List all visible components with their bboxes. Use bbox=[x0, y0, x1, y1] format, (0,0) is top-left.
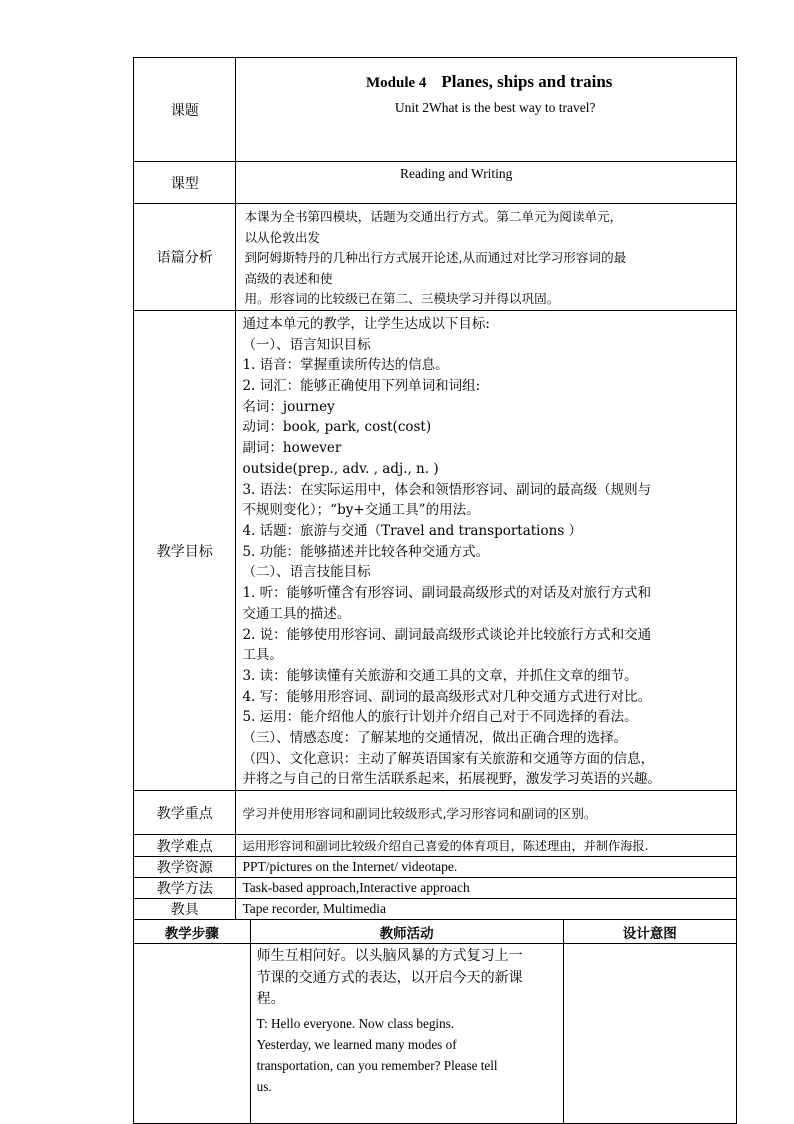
teacher-activity-cn bbox=[257, 946, 557, 1011]
goal-line: 5. 功能：能够描述并比较各种交通方式。 bbox=[242, 543, 490, 560]
teacher-cn-line: 师生互相问好。以头脑风暴的方式复习上一 bbox=[256, 948, 523, 964]
goal-line: 动词：book, park, cost(cost) bbox=[242, 419, 432, 436]
goal-line: （二）、语言技能目标 bbox=[242, 564, 371, 581]
difficulties-row bbox=[134, 835, 737, 857]
goal-line: 交通工具的描述。 bbox=[242, 605, 351, 622]
methods-value: Task-based approach,Interactive approach bbox=[236, 878, 737, 899]
difficulties-value: 运用形容词和副词比较级介绍自己喜爱的体育项目，陈述理由，并制作海报. bbox=[236, 835, 737, 857]
key-points-row bbox=[134, 791, 737, 835]
goals-label: 教学目标 bbox=[134, 310, 236, 790]
unit-title: Unit 2What is the best way to travel? bbox=[394, 100, 596, 115]
goal-line: 名词：journey bbox=[242, 398, 335, 415]
teacher-en-line: T: Hello everyone. Now class begins. bbox=[256, 1015, 455, 1031]
goal-line: 3. 语法：在实际运用中，体会和领悟形容词、副词的最高级（规则与 bbox=[242, 481, 652, 498]
analysis-line: 用。形容词的比较级已在第二、三模块学习并得以巩固。 bbox=[244, 291, 560, 307]
analysis-text bbox=[244, 207, 730, 310]
goal-line: 4. 写：能够用形容词、副词的最高级形式对几种交通方式进行对比。 bbox=[242, 688, 652, 705]
goal-line: （一）、语言知识目标 bbox=[242, 336, 371, 353]
goal-line: 并将之与自己的日常生活联系起来，拓展视野，激发学习英语的兴趣。 bbox=[242, 771, 661, 788]
goal-line: 不规则变化）；“by+交通工具”的用法。 bbox=[242, 502, 480, 519]
goal-line: 1. 语音：掌握重读所传达的信息。 bbox=[242, 357, 449, 374]
analysis-line: 高级的表述和使 bbox=[244, 270, 333, 286]
goal-line: 1. 听：能够听懂含有形容词、副词最高级形式的对话及对旅行方式和 bbox=[242, 585, 652, 602]
teacher-en-line: us. bbox=[256, 1079, 272, 1095]
design-intent-cell bbox=[563, 944, 736, 1124]
goal-line: 工具。 bbox=[242, 647, 283, 664]
methods-label: 教学方法 bbox=[134, 878, 236, 899]
resources-value: PPT/pictures on the Internet/ videotape. bbox=[236, 857, 737, 878]
lesson-type-row bbox=[134, 162, 737, 204]
goal-line: 3. 读：能够读懂有关旅游和交通工具的文章，并抓住文章的细节。 bbox=[242, 667, 638, 684]
topic-cell bbox=[236, 58, 737, 162]
goal-line: 5. 运用：能介绍他人的旅行计划并介绍自己对于不同选择的看法。 bbox=[242, 709, 638, 726]
tools-row bbox=[134, 899, 737, 920]
teacher-activity-en bbox=[257, 1013, 557, 1098]
goal-line: outside(prep., adv. , adj., n. ) bbox=[242, 460, 439, 477]
analysis-line: 以从伦敦出发 bbox=[244, 229, 320, 245]
lesson-type-value: Reading and Writing bbox=[236, 162, 737, 204]
design-intent-header: 设计意图 bbox=[563, 920, 736, 944]
teacher-cn-line: 程。 bbox=[256, 991, 285, 1007]
lesson-info-table bbox=[133, 57, 737, 920]
tools-value: Tape recorder, Multimedia bbox=[236, 899, 737, 920]
resources-label: 教学资源 bbox=[134, 857, 236, 878]
teaching-steps-table bbox=[133, 919, 737, 1124]
teacher-en-line: transportation, can you remember? Please tell bbox=[256, 1058, 498, 1074]
analysis-line: 到阿姆斯特丹的几种出行方式展开论述,从而通过对比学习形容词的最 bbox=[244, 250, 627, 266]
module-number: Module 4 bbox=[366, 75, 427, 91]
goal-line: （三）、情感态度：了解某地的交通情况，做出正确合理的选择。 bbox=[242, 730, 628, 747]
goal-line: 2. 词汇：能够正确使用下列单词和词组: bbox=[242, 378, 481, 395]
difficulties-label: 教学难点 bbox=[134, 835, 236, 857]
goals-text bbox=[242, 314, 732, 790]
steps-row bbox=[134, 944, 737, 1124]
analysis-line: 本课为全书第四模块，话题为交通出行方式。第二单元为阅读单元， bbox=[244, 209, 623, 224]
goal-line: （四）、文化意识：主动了解英语国家有关旅游和交通等方面的信息， bbox=[242, 750, 655, 767]
teacher-en-line: Yesterday, we learned many modes of bbox=[256, 1036, 457, 1052]
lesson-type-label: 课型 bbox=[134, 162, 236, 204]
goal-line: 副词：however bbox=[242, 440, 342, 457]
goal-line: 2. 说：能够使用形容词、副词最高级形式谈论并比较旅行方式和交通 bbox=[242, 626, 652, 643]
module-title: Planes, ships and trains bbox=[441, 72, 613, 91]
teacher-activity-cell bbox=[250, 944, 563, 1124]
steps-header: 教学步骤 bbox=[134, 920, 251, 944]
tools-label: 教具 bbox=[134, 899, 236, 920]
teacher-activity-header: 教师活动 bbox=[250, 920, 563, 944]
steps-header-row bbox=[134, 920, 737, 944]
goal-line: 通过本单元的教学，让学生达成以下目标: bbox=[242, 315, 490, 332]
analysis-cell bbox=[236, 204, 737, 311]
resources-row bbox=[134, 857, 737, 878]
topic-label: 课题 bbox=[134, 58, 236, 162]
methods-row bbox=[134, 878, 737, 899]
analysis-label: 语篇分析 bbox=[134, 204, 236, 311]
goals-row bbox=[134, 310, 737, 790]
teacher-cn-line: 节课的交通方式的表达，以开启今天的新课 bbox=[256, 969, 523, 986]
goals-cell bbox=[236, 310, 737, 790]
topic-row bbox=[134, 58, 737, 162]
key-points-value: 学习并使用形容词和副词比较级形式,学习形容词和副词的区别。 bbox=[236, 791, 737, 835]
goal-line: 4. 话题：旅游与交通（Travel and transportations ） bbox=[242, 523, 583, 539]
analysis-row bbox=[134, 204, 737, 311]
step-cell bbox=[134, 944, 251, 1124]
key-points-label: 教学重点 bbox=[134, 791, 236, 835]
